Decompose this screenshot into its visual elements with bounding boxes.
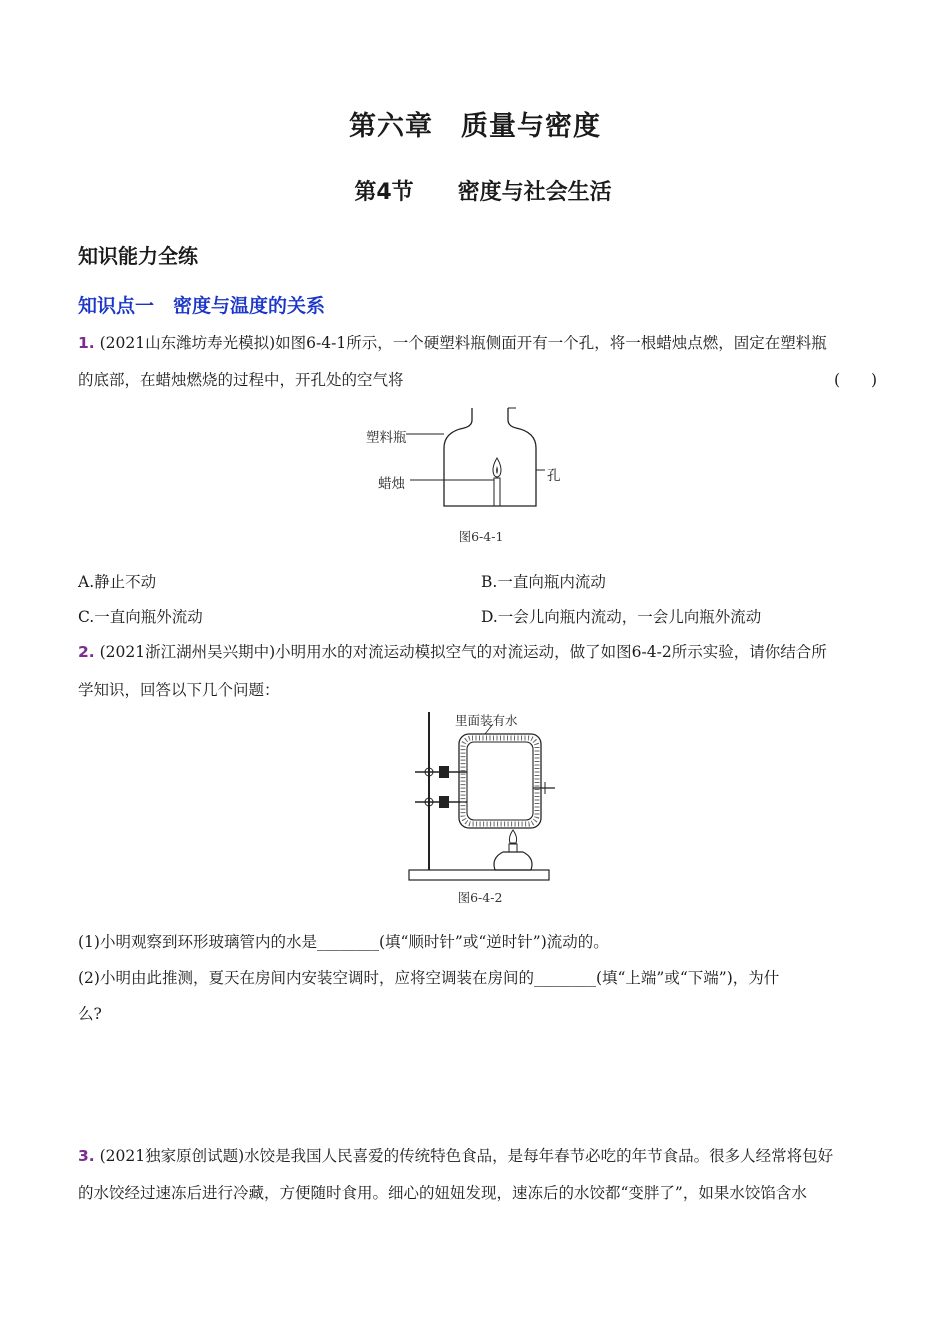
label-candle: 蜡烛 xyxy=(378,476,405,492)
q3-line1 xyxy=(78,1146,833,1166)
q1-text-1: (2021山东潍坊寿光模拟)如图6-4-1所示，一个硬塑料瓶侧面开有一个孔，将一根蜡烛点燃，固定在塑料瓶 xyxy=(94,334,827,352)
q1-line2: 的底部，在蜡烛燃烧的过程中，开孔处的空气将 xyxy=(78,371,404,389)
q1-line1 xyxy=(78,333,827,353)
figure-6-4-2 xyxy=(405,710,575,910)
label-plastic-bottle: 塑料瓶 xyxy=(366,430,407,446)
option-b: B.一直向瓶内流动 xyxy=(481,573,606,591)
q2-text-1: (2021浙江湖州吴兴期中)小明用水的对流运动模拟空气的对流运动，做了如图6-4-2所示实验，请你结合所 xyxy=(94,643,827,661)
section-title: 第4节 密度与社会生活 xyxy=(354,180,612,205)
q2-sub2-line1: (2)小明由此推测，夏天在房间内安装空调时，应将空调装在房间的________(填“上端”或“下端”)，为什 xyxy=(78,969,780,987)
figure-caption-6-4-1: 图6-4-1 xyxy=(458,529,504,544)
chapter-title: 第六章 质量与密度 xyxy=(349,111,601,142)
q3-number: 3. xyxy=(78,1147,95,1165)
knowledge-point-heading: 知识点一 密度与温度的关系 xyxy=(78,295,326,317)
q3-line2: 的水饺经过速冻后进行冷藏，方便随时食用。细心的妞妞发现，速冻后的水饺都“变胖了”，如果水饺馅含水 xyxy=(78,1184,807,1202)
label-hole: 孔 xyxy=(547,468,561,484)
bottle-outline xyxy=(444,408,536,506)
alcohol-lamp xyxy=(494,852,532,870)
figure-6-4-1 xyxy=(360,402,600,547)
q3-text-1: (2021独家原创试题)水饺是我国人民喜爱的传统特色食品，是每年春节必吃的年节食品。很多人经常将包好 xyxy=(94,1147,834,1165)
glass-tube-outer xyxy=(459,734,541,828)
q1-number: 1. xyxy=(78,334,95,352)
water-in-tube xyxy=(463,738,537,824)
option-d: D.一会儿向瓶内流动，一会儿向瓶外流动 xyxy=(481,608,762,626)
option-a: A.静止不动 xyxy=(78,573,157,591)
convection-apparatus-diagram xyxy=(405,710,575,910)
q2-line1 xyxy=(78,642,827,662)
label-water-inside: 里面装有水 xyxy=(455,713,518,728)
section-heading: 知识能力全练 xyxy=(78,244,198,268)
answer-bracket: ( ) xyxy=(834,371,878,389)
candle-icon xyxy=(494,478,500,506)
flame-icon xyxy=(509,830,516,843)
q2-line2: 学知识，回答以下几个问题： xyxy=(78,681,280,699)
figure-caption-6-4-2: 图6-4-2 xyxy=(457,890,503,905)
glass-tube-inner xyxy=(467,742,533,820)
stand-base xyxy=(409,870,549,880)
q2-number: 2. xyxy=(78,643,95,661)
q2-sub2-line2: 么? xyxy=(78,1005,102,1023)
option-c: C.一直向瓶外流动 xyxy=(78,608,203,626)
q2-sub1: (1)小明观察到环形玻璃管内的水是________(填“顺时针”或“逆时针”)流动的。 xyxy=(78,933,609,951)
